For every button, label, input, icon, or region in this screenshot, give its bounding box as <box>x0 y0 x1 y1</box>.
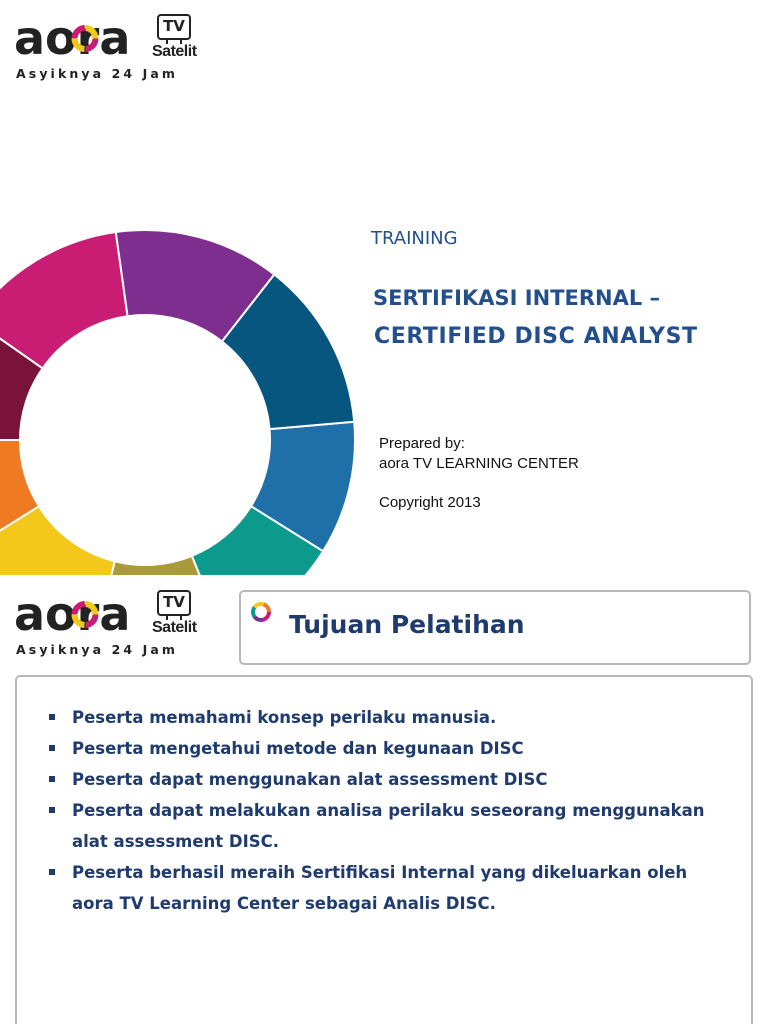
bullet-square-icon <box>49 745 55 751</box>
color-ring-icon <box>249 600 273 624</box>
aora-wordmark <box>14 14 146 60</box>
bullet-square-icon <box>49 714 55 720</box>
copyright: Copyright 2013 <box>379 494 481 511</box>
list-item: Peserta dapat menggunakan alat assessment DISC <box>47 764 727 795</box>
tv-badge: TV <box>157 14 191 40</box>
list-item: Peserta mengetahui metode dan kegunaan DISC <box>47 733 727 764</box>
aora-logo <box>14 590 204 660</box>
prepared-info <box>379 434 579 513</box>
page-title: Tujuan Pelatihan <box>289 610 525 639</box>
prepared-by-label: Prepared by: <box>379 435 465 452</box>
color-ring-graphic <box>0 0 360 575</box>
objectives-box <box>15 675 753 1024</box>
svg-text:aora: aora <box>14 14 131 60</box>
tv-badge: TV <box>157 590 191 616</box>
list-item: Peserta memahami konsep perilaku manusia. <box>47 702 727 733</box>
svg-text:aora: aora <box>14 590 131 636</box>
aora-wordmark <box>14 590 146 636</box>
logo-tagline: Asyiknya 24 Jam <box>16 66 179 81</box>
title-box <box>239 590 751 665</box>
bullet-square-icon <box>49 869 55 875</box>
slide-kicker: TRAINING <box>371 228 458 249</box>
list-item: Peserta dapat melakukan analisa perilaku seseorang menggunakan alat assessment DISC. <box>47 795 727 857</box>
slide-title-line2: CERTIFIED DISC ANALYST <box>374 324 698 349</box>
prepared-by: aora TV LEARNING CENTER <box>379 455 579 472</box>
aora-logo <box>14 14 204 84</box>
bullet-square-icon <box>49 807 55 813</box>
list-item: Peserta berhasil meraih Sertifikasi Internal yang dikeluarkan oleh aora TV Learning Center sebagai Analis DISC. <box>47 857 727 919</box>
logo-tagline: Asyiknya 24 Jam <box>16 642 179 657</box>
logo-sub: Satelit <box>152 619 197 636</box>
slide-title-line1: SERTIFIKASI INTERNAL – <box>373 286 661 310</box>
objectives-slide <box>0 575 768 1024</box>
logo-sub: Satelit <box>152 43 197 60</box>
bullet-square-icon <box>49 776 55 782</box>
ring-segment <box>0 232 128 368</box>
objectives-list <box>47 702 727 919</box>
